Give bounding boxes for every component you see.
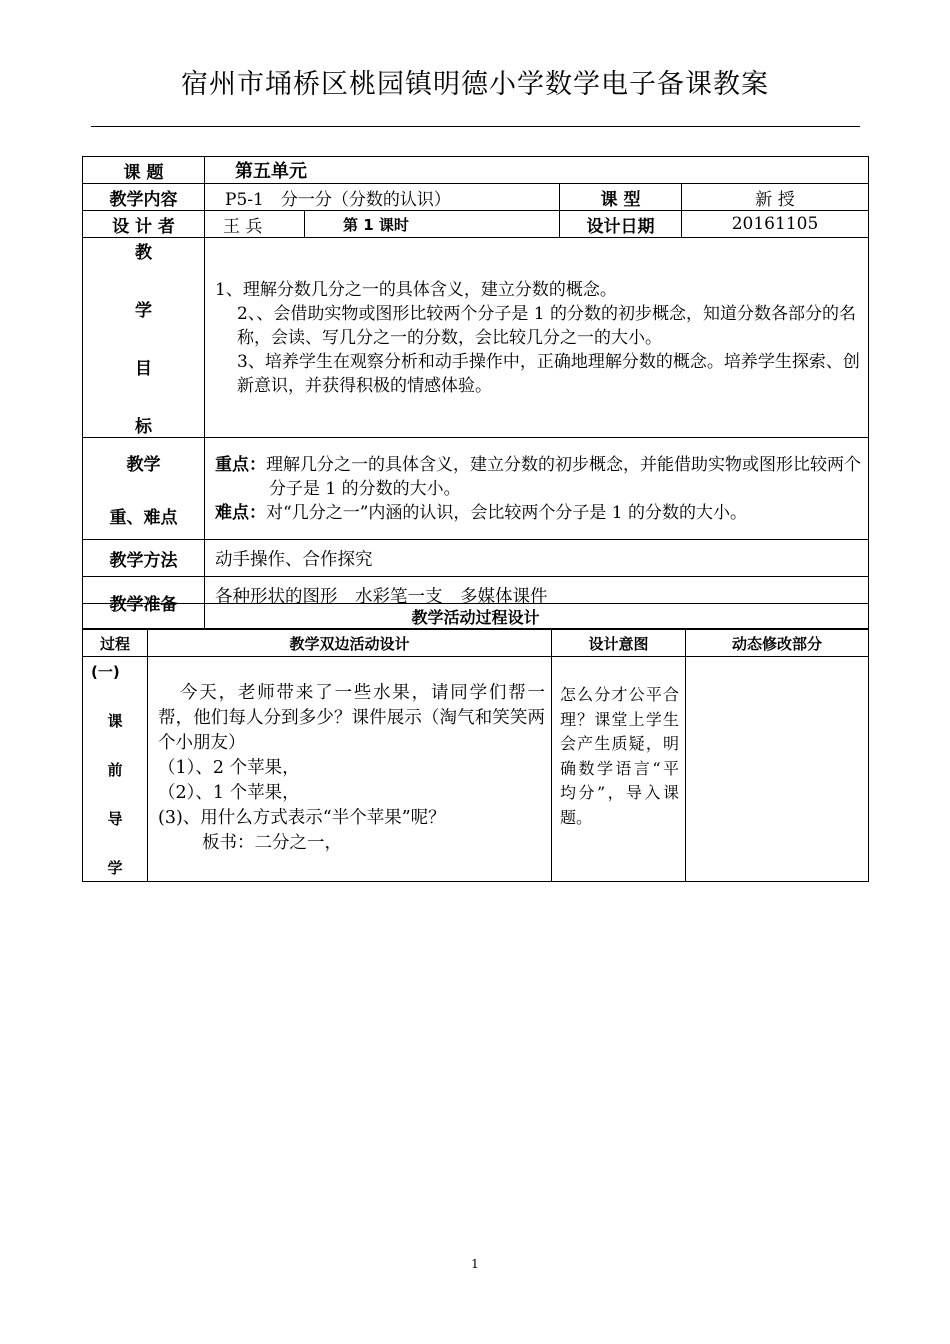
designer-label: 设 计 者: [83, 211, 205, 238]
header-activity: 教学双边活动设计: [148, 630, 552, 657]
dynamic-content: [686, 657, 869, 882]
page-number: 1: [471, 1257, 479, 1271]
topic-label: 课 题: [83, 157, 205, 184]
activity-content: [148, 657, 552, 882]
difficult-point: 难点：对“几分之一”内涵的认识，会比较两个分子是 1 的分数的大小。: [215, 502, 748, 523]
key-point: 重点：理解几分之一的具体含义，建立分数的初步概念，并能借助实物或图形比较两个分子是 1 的分数的大小。: [215, 454, 861, 499]
prep-value: 各种形状的图形 水彩笔一支 多媒体课件: [205, 577, 869, 629]
document-title: 宿州市埇桥区桃园镇明德小学数学电子备课教案: [181, 69, 769, 100]
designer-value: 王 兵: [205, 211, 305, 238]
content-label: 教学内容: [83, 184, 205, 211]
activity-line: （2）、1 个苹果，: [158, 783, 300, 803]
lesson-number: 第 1 课时: [305, 211, 560, 238]
activity-line: (3)、用什么方式表示“半个苹果”呢？: [158, 808, 446, 828]
prep-label: 教学准备: [83, 577, 205, 629]
goal-item: 2、、会借助实物或图形比较两个分子是 1 的分数的初步概念，知道分数各部分的名称，会读、写几分之一的分数，会比较几分之一的大小。: [237, 303, 856, 348]
header-process: 过程: [83, 630, 148, 657]
goals-content: [205, 238, 869, 438]
process-table: [82, 603, 869, 882]
type-label: 课 型: [560, 184, 682, 211]
key-points-label: 教学 重、难点: [83, 438, 205, 540]
goals-label: 教 学 目 标: [83, 238, 205, 438]
date-value: 20161105: [682, 211, 869, 238]
header-intent: 设计意图: [552, 630, 686, 657]
method-label: 教学方法: [83, 540, 205, 577]
topic-value: 第五单元: [205, 157, 869, 184]
intent-content: 怎么分才公平合理？课堂上学生会产生质疑，明确数学语言“平均分”，导入课题。: [552, 657, 686, 882]
type-value: 新 授: [682, 184, 869, 211]
process-section-title: 教学活动过程设计: [83, 604, 869, 630]
key-points-content: [205, 438, 869, 540]
activity-line: 今天，老师带来了一些水果，请同学们帮一帮，他们每人分到多少？课件展示（淘气和笑笑两个小朋友）: [158, 683, 545, 753]
header-dynamic: 动态修改部分: [686, 630, 869, 657]
activity-line: （1）、2 个苹果，: [158, 758, 300, 778]
goal-item: 1、理解分数几分之一的具体含义，建立分数的概念。: [215, 279, 617, 300]
lesson-info-table: [82, 156, 869, 629]
method-value: 动手操作、合作探究: [205, 540, 869, 577]
date-label: 设计日期: [560, 211, 682, 238]
stage-label: (一) 课 前 导 学: [83, 657, 148, 882]
goal-item: 3、培养学生在观察分析和动手操作中，正确地理解分数的概念。培养学生探索、创新意识，并获得积极的情感体验。: [237, 351, 860, 396]
title-underline: [91, 126, 860, 127]
activity-line: 板书：二分之一，: [202, 833, 342, 853]
content-value: P5-1 分一分（分数的认识）: [205, 184, 560, 211]
